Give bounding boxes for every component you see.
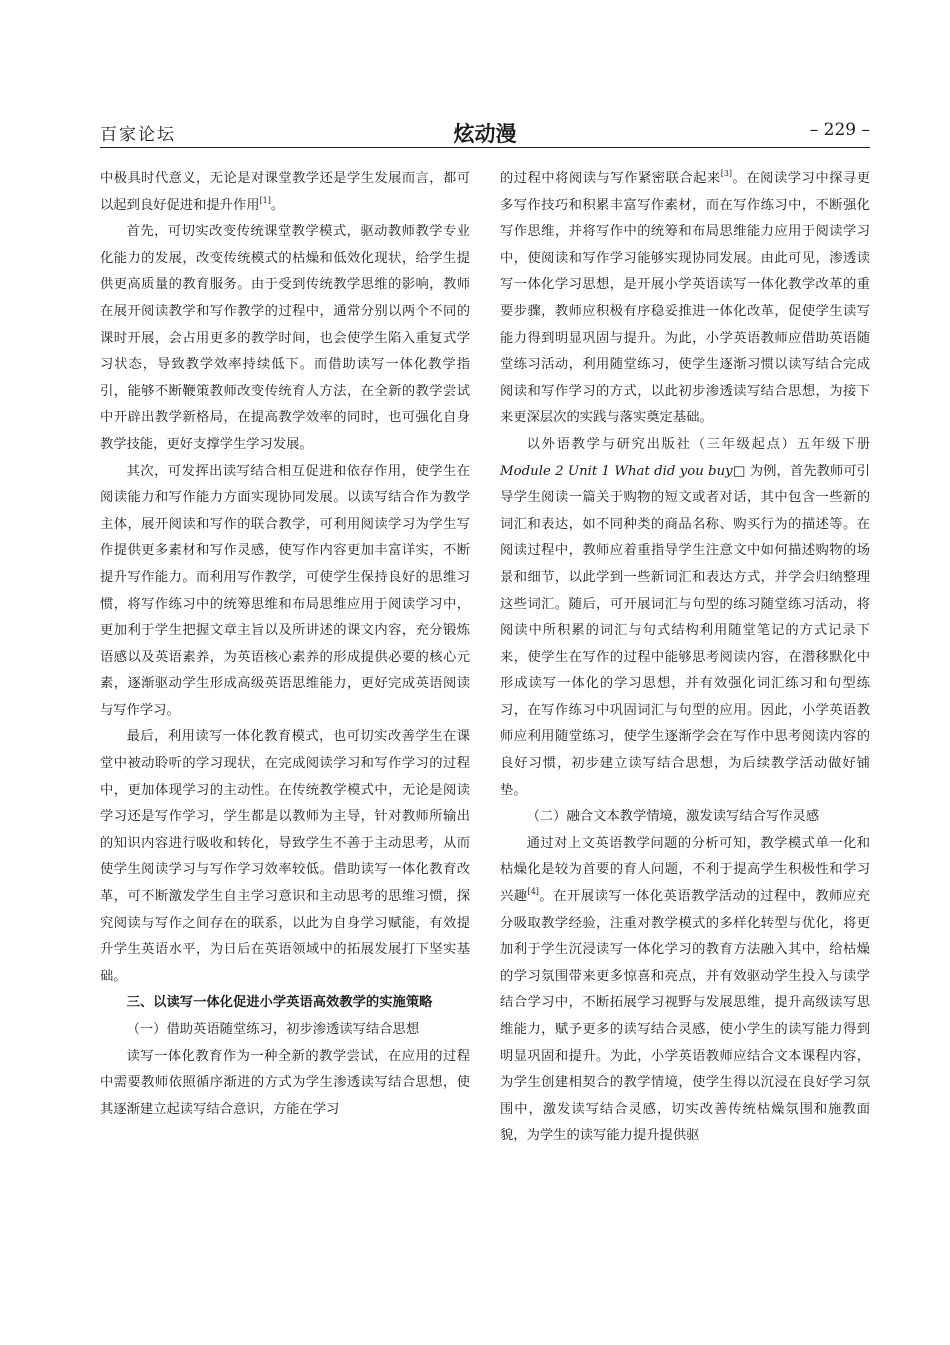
paragraph-tail: 。在阅读学习中探寻更多写作技巧和积累丰富写作素材，而在写作练习中，不断强化写作思维，并将写作中的统筹和布局思维能力应用于阅读学习中，使阅读和写作学习能够实现协同发展。由此可见，渗透读写一体化学习思想，是开展小学英语读写一体化教学改革的重要步骤，教师应积极有序稳妥推进一体化改革，促使学生读写能力得到明显巩固与提升。为此，小学英语教师应借助英语随堂练习活动，利用随堂练习，使学生逐渐习惯以读写结合完成阅读和写作学习的方式，以此初步渗透读写结合思想，为接下来更深层次的实践与落实奠定基础。 (500, 171, 871, 426)
paragraph-subsection-2 (500, 831, 870, 1150)
paragraph-tail: 。在开展读写一体化英语教学活动的过程中，教师应充分吸取教学经验，注重对教学模式的多样化转型与优化，将更加利于学生沉浸读写一体化学习的教育方法融入其中，给枯燥的学习氛围带来更多惊喜和亮点，并有效驱动学生投入与读学结合学习中，不断拓展学习视野与发展思维，提升高级读写思维能力，赋予更多的读写结合灵感，使小学生的读写能力得到明显巩固和提升。为此，小学英语教师应结合文本课程内容，为学生创建相契合的教学情境，使学生得以沉浸在良好学习氛围中，激发读写结合灵感，切实改善传统枯燥氛围和施教面貌，为学生的读写能力提升提供驱 (500, 889, 871, 1144)
citation-ref: [1] (259, 195, 271, 205)
running-header (100, 118, 870, 146)
paragraph-subsection-1: 读写一体化教育作为一种全新的教学尝试，在应用的过程中需要教师依照循序渐进的方式为学生渗透读写结合思想，使其逐渐建立起读写结合意识，方能在学习 (100, 1048, 470, 1117)
paragraph-text: 以外语教学与研究出版社（三年级起点）五年级下册 (526, 436, 870, 452)
paragraph-tail: 。 (270, 197, 285, 213)
paragraph-second: 其次，可发挥出读写结合相互促进和依存作用，使学生在阅读能力和写作能力方面实现协同发展。以读写结合作为教学主体，展开阅读和写作的联合教学，可利用阅读学习为学生写作提供更多素材和写作灵感，使写作内容更加丰富详实，不断提升写作能力。而利用写作教学，可使学生保持良好的思维习惯，将写作练习中的统筹思维和布局思维应用于阅读学习中，更加利于学生把握文章主旨以及所讲述的课文内容，充分锻炼语感以及英语素养，为英语核心素养的形成提供必要的核心元素，逐渐驱动学生形成高级英语思维能力，更好完成英语阅读与写作学习。 (100, 463, 470, 718)
paragraph-example (500, 432, 870, 804)
paragraph-text: 中极具时代意义，无论是对课堂教学还是学生发展而言，都可以起到良好促进和提升作用 (100, 171, 470, 213)
paragraph-text: 的过程中将阅读与写作紧密联合起来 (500, 171, 721, 186)
section-heading: 三、以读写一体化促进小学英语高效教学的实施策略 (126, 995, 433, 1011)
paragraph-continuation (100, 166, 470, 219)
paragraph-first: 首先，可切实改变传统课堂教学模式，驱动教师教学专业化能力的发展，改变传统模式的枯燥和低效化现状，给学生提供更高质量的教育服务。由于受到传统教学思维的影响，教师在展开阅读教学和写作教学的过程中，通常分别以两个不同的课时开展，会占用更多的教学时间，也会使学生陷入重复式学习状态，导致教学效率持续低下。而借助读写一体化教学指引，能够不断鞭策教师改变传统育人方法，在全新的教学尝试中开辟出教学新格局，在提高教学效率的同时，也可强化自身教学技能，更好支撑学生学习发展。 (100, 224, 470, 452)
right-column (500, 166, 870, 1150)
left-column (100, 166, 470, 1123)
paragraph-continuation (500, 166, 870, 432)
subsection-heading-2: （二）融合文本教学情境，激发读写结合写作灵感 (526, 809, 820, 825)
citation-ref: [3] (720, 169, 733, 178)
paragraph-tail: □ 为例，首先教师可引导学生阅读一篇关于购物的短文或者对话，其中包含一些新的词汇和表达，如不同种类的商品名称、购买行为的描述等。在阅读过程中，教师应着重指导学生注意文中如何描述购物的场景和细节，以此学到一些新词汇和表达方式，并学会归纳整理这些词汇。随后，可开展词汇与句型的练习随堂练习活动，将阅读中所积累的词汇与句式结构利用随堂笔记的方式记录下来，使学生在写作的过程中能够思考阅读内容，在潜移默化中形成读写一体化的学习思想，并有效强化词汇练习和句型练习，在写作练习中巩固词汇与句型的应用。因此，小学英语教师应利用随堂练习，使学生逐渐学会在写作中思考阅读内容的良好习惯，初步建立读写结合思想，为后续教学活动做好铺垫。 (500, 463, 870, 798)
page-number: – 229 – (809, 120, 870, 140)
header-rule (100, 147, 870, 148)
textbook-unit-title: Module 2 Unit 1 What did you buy (500, 463, 733, 479)
subsection-heading-1: （一）借助英语随堂练习，初步渗透读写结合思想 (126, 1022, 420, 1037)
section-label: 百家论坛 (100, 125, 176, 145)
journal-title: 炫动漫 (453, 122, 517, 146)
paragraph-text: 通过对上文英语教学问题的分析可知，教学模式单一化和枯燥化是较为首要的育人问题，不利于提高学生积极性和学习兴趣 (500, 835, 870, 905)
paragraph-third: 最后，利用读写一体化教育模式，也可切实改善学生在课堂中被动聆听的学习现状，在完成阅读学习和写作学习的过程中，更加体现学习的主动性。在传统教学模式中，无论是阅读学习还是写作学习，学生都是以教师为主导，针对教师所输出的知识内容进行吸收和转化，导致学生不善于主动思考，从而使学生阅读学习与写作学习效率较低。借助读写一体化教育改革，可不断激发学生自主学习意识和主动思考的思维习惯，探究阅读与写作之间存在的联系，以此为自身学习赋能，有效提升学生英语水平，为日后在英语领域中的拓展发展打下坚实基础。 (100, 729, 470, 984)
citation-ref: [4] (527, 887, 539, 897)
